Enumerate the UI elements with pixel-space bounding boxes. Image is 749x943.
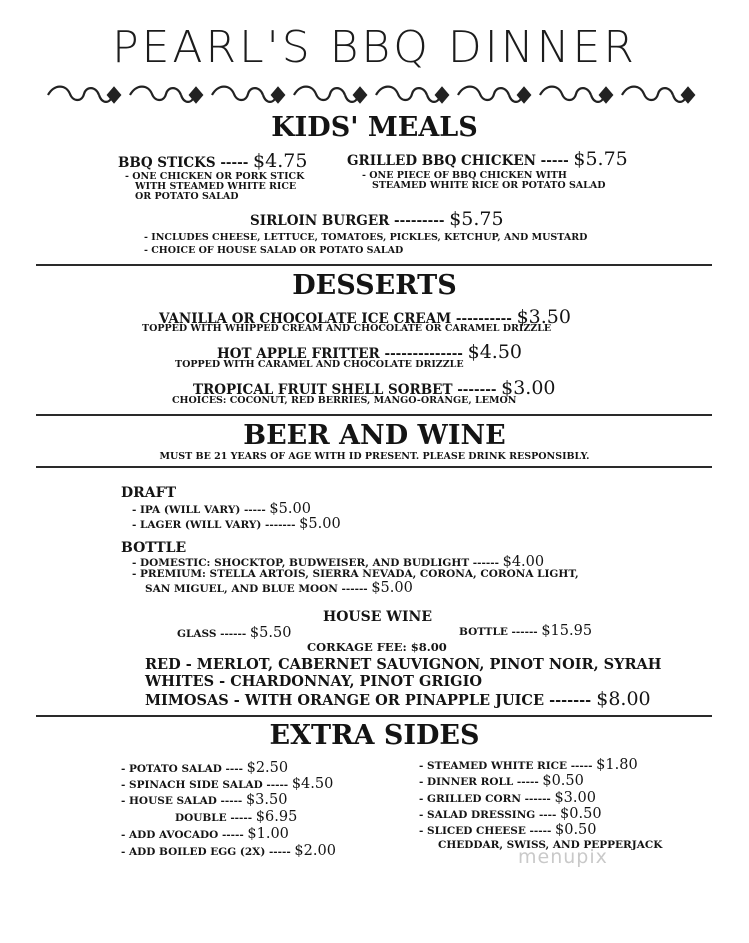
premium-item bbox=[145, 580, 413, 596]
ipa-price: $5.00 bbox=[269, 501, 311, 517]
bbq-sticks-desc-3: OR POTATO SALAD bbox=[135, 191, 239, 202]
wine-bottle-item bbox=[459, 623, 592, 639]
sirloin-burger-desc-1: - INCLUDES CHEESE, LETTUCE, TOMATOES, PICKLES, KETCHUP, AND MUSTARD bbox=[144, 232, 588, 243]
ipa-name: - IPA (WILL VARY) bbox=[132, 504, 241, 516]
dash-leader: --------- bbox=[394, 213, 450, 229]
side-name: - POTATO SALAD bbox=[121, 763, 222, 775]
dash-leader: ----- bbox=[230, 812, 256, 824]
side-name: - GRILLED CORN bbox=[419, 793, 521, 805]
grilled-chicken-item bbox=[347, 148, 628, 170]
bbq-sticks-desc-1: - ONE CHICKEN OR PORK STICK bbox=[125, 171, 305, 182]
dash-leader: ----- bbox=[266, 779, 292, 791]
grilled-chicken-name: GRILLED BBQ CHICKEN bbox=[347, 153, 536, 169]
ice-cream-desc: TOPPED WITH WHIPPED CREAM AND CHOCOLATE OR CARAMEL DRIZZLE bbox=[142, 323, 552, 334]
fritter-price: $4.50 bbox=[467, 341, 523, 363]
side-name: - ADD AVOCADO bbox=[121, 829, 219, 841]
grilled-chicken-price: $5.75 bbox=[573, 148, 628, 170]
dash-leader: ----- bbox=[529, 825, 555, 837]
dash-leader: ------- bbox=[549, 692, 597, 709]
side-price: $0.50 bbox=[542, 773, 584, 789]
dash-leader: ------ bbox=[472, 557, 503, 569]
draft-label: DRAFT bbox=[121, 485, 176, 501]
dash-leader: ----- bbox=[243, 504, 270, 516]
side-item bbox=[419, 822, 597, 838]
side-price: $0.50 bbox=[560, 806, 602, 822]
section-divider bbox=[36, 414, 712, 416]
dash-leader: ---- bbox=[225, 763, 247, 775]
red-wines: RED - MERLOT, CABERNET SAUVIGNON, PINOT NOIR, SYRAH bbox=[145, 656, 662, 673]
lager-price: $5.00 bbox=[299, 516, 341, 532]
dash-leader: ----- bbox=[220, 795, 246, 807]
beer-wine-heading: BEER AND WINE bbox=[243, 420, 506, 451]
sorbet-name: TROPICAL FRUIT SHELL SORBET bbox=[193, 382, 453, 398]
ice-cream-name: VANILLA OR CHOCOLATE ICE CREAM bbox=[159, 311, 452, 327]
kids-meals-heading: KIDS' MEALS bbox=[271, 112, 478, 143]
watermark: menupix bbox=[518, 846, 608, 868]
side-name: DOUBLE bbox=[175, 812, 227, 824]
side-name: - SPINACH SIDE SALAD bbox=[121, 779, 263, 791]
wine-bottle-price: $15.95 bbox=[541, 623, 593, 639]
dash-leader: ----- bbox=[221, 829, 248, 841]
domestic-price: $4.00 bbox=[502, 554, 545, 570]
lager-name: - LAGER (WILL VARY) bbox=[132, 519, 262, 531]
side-item bbox=[121, 843, 336, 859]
wine-glass-name: GLASS bbox=[177, 628, 217, 640]
ornamental-divider bbox=[44, 80, 706, 110]
premium-line-2: SAN MIGUEL, AND BLUE MOON bbox=[145, 583, 338, 595]
sorbet-price: $3.00 bbox=[501, 377, 556, 399]
side-item bbox=[121, 792, 287, 808]
dash-leader: ------ bbox=[341, 583, 372, 595]
mimosas-item bbox=[145, 688, 651, 710]
menu-title: PEARL'S BBQ DINNER bbox=[112, 22, 637, 73]
bbq-sticks-desc-2: WITH STEAMED WHITE RICE bbox=[135, 181, 297, 192]
side-name: - ADD BOILED EGG (2X) bbox=[121, 846, 266, 858]
side-price: $6.95 bbox=[255, 809, 298, 825]
sirloin-burger-item bbox=[250, 208, 504, 230]
wine-bottle-name: BOTTLE bbox=[459, 626, 508, 638]
corkage-fee: CORKAGE FEE: $8.00 bbox=[307, 640, 447, 654]
side-price: $4.50 bbox=[291, 776, 334, 792]
mimosas-price: $8.00 bbox=[596, 688, 651, 710]
wine-glass-item bbox=[177, 625, 291, 641]
side-item bbox=[419, 806, 602, 822]
ice-cream-price: $3.50 bbox=[516, 306, 571, 328]
side-name: - STEAMED WHITE RICE bbox=[419, 760, 568, 772]
side-name: - HOUSE SALAD bbox=[121, 795, 217, 807]
side-name: - DINNER ROLL bbox=[419, 776, 514, 788]
premium-line-1: - PREMIUM: STELLA ARTOIS, SIERRA NEVADA, CORONA, CORONA LIGHT, bbox=[132, 568, 579, 580]
cheese-options: CHEDDAR, SWISS, AND PEPPERJACK bbox=[438, 839, 663, 851]
dash-leader: ------ bbox=[220, 628, 250, 640]
age-notice: MUST BE 21 YEARS OF AGE WITH ID PRESENT. PLEASE DRINK RESPONSIBLY. bbox=[159, 451, 590, 462]
side-name: - SLICED CHEESE bbox=[419, 825, 526, 837]
grilled-chicken-desc-1: - ONE PIECE OF BBQ CHICKEN WITH bbox=[362, 170, 567, 181]
side-price: $0.50 bbox=[555, 822, 597, 838]
white-wines: WHITES - CHARDONNAY, PINOT GRIGIO bbox=[145, 673, 482, 690]
dash-leader: ----- bbox=[268, 846, 295, 858]
side-price: $2.00 bbox=[294, 843, 336, 859]
side-price: $1.00 bbox=[247, 826, 289, 842]
sirloin-burger-price: $5.75 bbox=[449, 208, 504, 230]
side-price: $3.50 bbox=[245, 792, 288, 808]
mimosas-name: MIMOSAS - WITH ORANGE OR PINAPPLE JUICE bbox=[145, 692, 544, 709]
side-item bbox=[121, 826, 289, 842]
dash-leader: ----- bbox=[516, 776, 543, 788]
side-item bbox=[419, 757, 638, 773]
fritter-name: HOT APPLE FRITTER bbox=[217, 346, 380, 362]
section-divider bbox=[36, 466, 712, 468]
sorbet-desc: CHOICES: COCONUT, RED BERRIES, MANGO-ORANGE, LEMON bbox=[172, 395, 517, 406]
extra-sides-heading: EXTRA SIDES bbox=[269, 720, 480, 751]
house-wine-label: HOUSE WINE bbox=[323, 609, 433, 625]
dash-leader: ----- bbox=[570, 760, 597, 772]
dash-leader: ----- bbox=[220, 155, 254, 171]
dash-leader: ------- bbox=[265, 519, 300, 531]
sirloin-burger-desc-2: - CHOICE OF HOUSE SALAD OR POTATO SALAD bbox=[144, 245, 404, 256]
grilled-chicken-desc-2: STEAMED WHITE RICE OR POTATO SALAD bbox=[372, 180, 606, 191]
dash-leader: ---- bbox=[538, 809, 561, 821]
dash-leader: ------ bbox=[511, 626, 542, 638]
lager-item bbox=[132, 516, 341, 532]
side-item bbox=[175, 809, 297, 825]
side-item bbox=[419, 773, 584, 789]
side-item bbox=[121, 760, 288, 776]
side-name: - SALAD DRESSING bbox=[419, 809, 536, 821]
desserts-heading: DESSERTS bbox=[292, 270, 457, 301]
bbq-sticks-name: BBQ STICKS bbox=[118, 155, 216, 171]
dash-leader: ------ bbox=[524, 793, 555, 805]
domestic-name: - DOMESTIC: SHOCKTOP, BUDWEISER, AND BUDLIGHT bbox=[132, 557, 470, 569]
dash-leader: ----- bbox=[540, 153, 574, 169]
dash-leader: ------- bbox=[457, 382, 502, 398]
section-divider bbox=[36, 264, 712, 266]
fritter-desc: TOPPED WITH CARAMEL AND CHOCOLATE DRIZZLE bbox=[175, 359, 464, 370]
section-divider bbox=[36, 715, 712, 717]
wine-glass-price: $5.50 bbox=[249, 625, 292, 641]
bottle-label: BOTTLE bbox=[121, 540, 187, 556]
side-price: $1.80 bbox=[596, 757, 638, 773]
bbq-sticks-item bbox=[118, 150, 307, 172]
sirloin-burger-name: SIRLOIN BURGER bbox=[250, 213, 390, 229]
side-price: $2.50 bbox=[246, 760, 289, 776]
side-item bbox=[419, 790, 596, 806]
dash-leader: -------------- bbox=[384, 346, 468, 362]
side-price: $3.00 bbox=[554, 790, 596, 806]
dash-leader: ---------- bbox=[455, 311, 517, 327]
bbq-sticks-price: $4.75 bbox=[253, 150, 308, 172]
ipa-item bbox=[132, 501, 311, 517]
premium-price: $5.00 bbox=[371, 580, 413, 596]
side-item bbox=[121, 776, 333, 792]
